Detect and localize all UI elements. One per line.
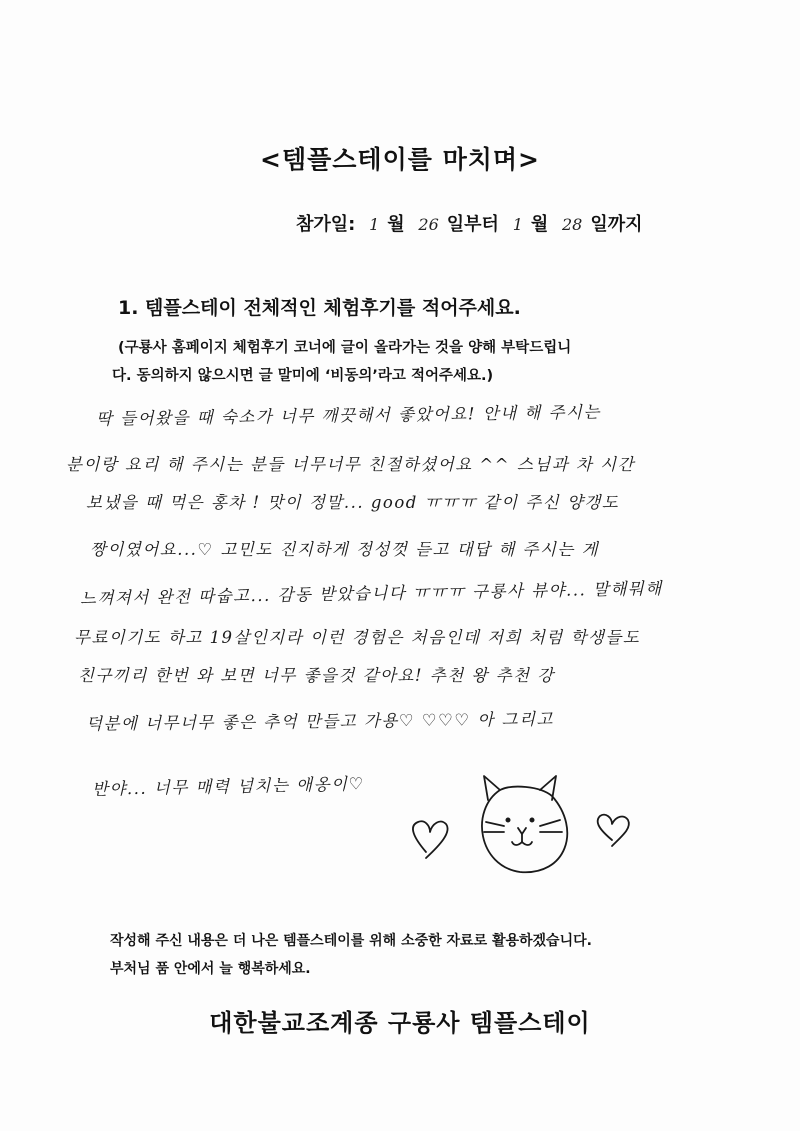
handwritten-line: 보냈을 때 먹은 홍차 ! 맛이 정말... good ㅠㅠㅠ 같이 주신 양갱도 [86,493,620,512]
consent-note-line-1: (구룡사 홈페이지 체험후기 코너에 글이 올라가는 것을 양해 부탁드립니 [118,340,572,356]
start-day-suffix: 일부터 [446,214,499,235]
start-month-value: 1 [369,215,380,234]
cat-face-icon [482,776,567,872]
participation-dates [296,210,643,236]
question-heading: 1. 템플스테이 전체적인 체험후기를 적어주세요. [118,297,521,319]
form-title: <템플스테이를 마치며> [260,145,540,174]
participation-label: 참가일: [296,214,356,235]
consent-note-line-2: 다. 동의하지 않으시면 글 말미에 ‘비동의’라고 적어주세요.) [112,368,494,384]
handwritten-line: 짱이였어요...♡ 고민도 진지하게 정성껏 듣고 대답 해 주시는 게 [90,540,600,559]
end-day-value: 28 [562,215,583,234]
closing-line-2: 부처님 품 안에서 늘 행복하세요. [110,961,311,977]
organization-name: 대한불교조계종 구룡사 템플스테이 [209,1009,591,1037]
closing-line-1: 작성해 주신 내용은 더 나은 템플스테이를 위해 소중한 자료로 활용하겠습니다. [110,933,592,949]
handwritten-line: 덕분에 너무너무 좋은 추억 만들고 가용♡ ♡♡♡ 아 그리고 [85,709,555,734]
handwritten-line: 무료이기도 하고 19살인지라 이런 경험은 처음인데 저희 처럼 학생들도 [74,628,641,647]
handwritten-line: 분이랑 요리 해 주시는 분들 너무너무 친절하셨어요 ^^ 스님과 차 시간 [66,455,635,474]
end-month-unit: 월 [530,214,549,235]
heart-right-icon [598,815,629,846]
handwritten-line: 딱 들어왔을 때 숙소가 너무 깨끗해서 좋았어요! 안내 해 주시는 [95,402,601,429]
heart-left-icon [413,821,448,858]
start-day-value: 26 [418,215,439,234]
handwritten-line: 친구끼리 한번 와 보면 너무 좋을것 같아요! 추천 왕 추천 강 [78,666,555,685]
handwritten-line: 느껴져서 완전 따숩고... 감동 받았습니다 ㅠㅠㅠ 구룡사 뷰야... 말해뭐해 [79,578,663,609]
end-month-value: 1 [512,215,523,234]
start-month-unit: 월 [387,214,405,235]
handwritten-line: 반야... 너무 매력 넘치는 애옹이♡ [91,774,365,799]
end-day-suffix: 일까지 [590,214,643,235]
